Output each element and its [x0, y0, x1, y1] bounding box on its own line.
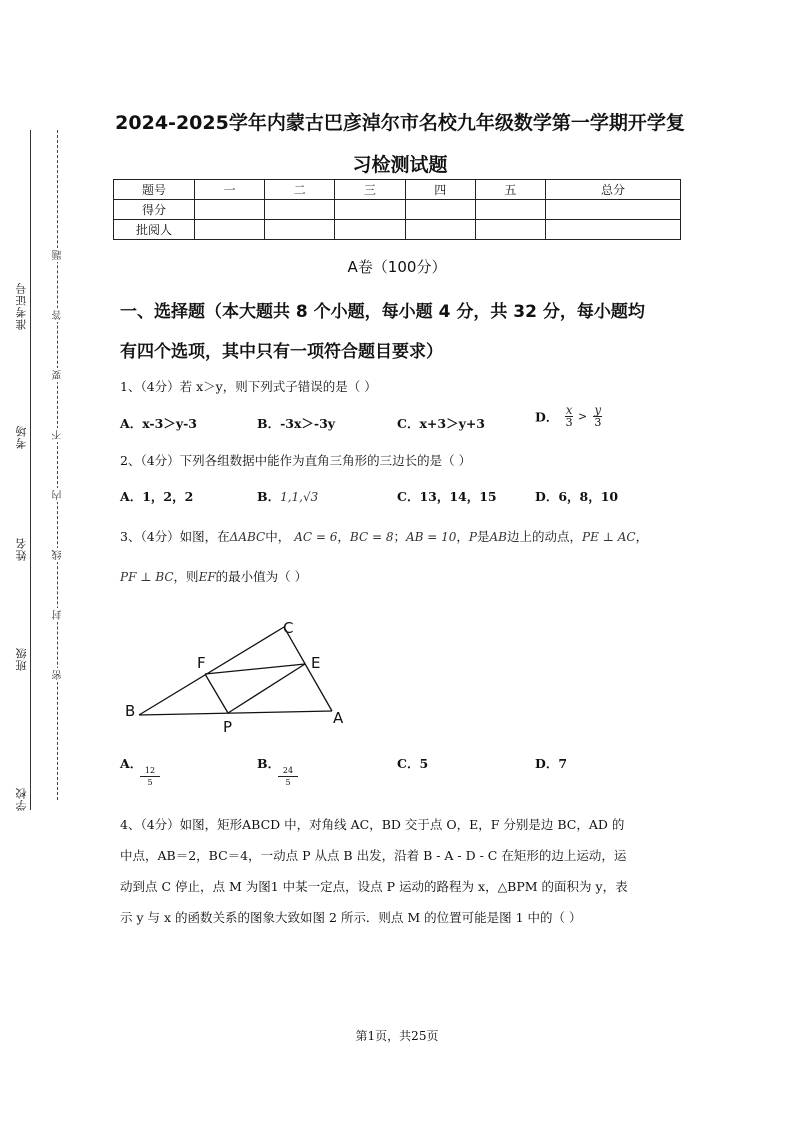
option-d-prefix: D． — [535, 409, 559, 425]
seal-mark: 答 — [53, 310, 64, 320]
question-3-stem-line2 — [120, 567, 307, 585]
q3-math: P — [468, 530, 477, 544]
table-row-label: 得分 — [114, 200, 195, 220]
q3-math: BC = 8 — [349, 530, 394, 544]
question-4-line: 示 y 与 x 的函数关系的图象大致如图 2 所示．则点 M 的位置可能是图 1 中的（ ） — [120, 910, 582, 925]
fraction-numerator: 12 — [140, 765, 160, 777]
table-row-label: 批阅人 — [114, 220, 195, 240]
q3-math: EF — [198, 570, 216, 584]
margin-label-class: 班级 — [15, 647, 28, 671]
table-header-cell: 三 — [335, 180, 405, 200]
margin-label-exam-room: 考场 — [15, 425, 28, 449]
score-cell[interactable] — [475, 200, 545, 220]
margin-label-school: 学校 — [15, 787, 28, 811]
seal-mark: 要 — [53, 370, 64, 380]
option-a-fraction — [140, 765, 160, 788]
q3-text: 中， — [265, 529, 291, 544]
seal-mark: 线 — [53, 550, 64, 560]
score-cell[interactable] — [265, 200, 335, 220]
vertex-label-P: P — [223, 718, 233, 736]
question-3-option-d[interactable]: D．7 — [535, 756, 568, 771]
page-title: 2024-2025学年内蒙古巴彦淖尔市名校九年级数学第一学期开学复 — [115, 112, 685, 134]
question-1-stem: 1、（4分）若 x＞y，则下列式子错误的是（ ） — [120, 379, 377, 394]
fraction-denominator: 3 — [565, 416, 573, 429]
q3-text: 的最小值为（ ） — [215, 569, 308, 584]
question-1-option-a[interactable]: A．x-3＞y-3 — [120, 416, 197, 431]
fraction-y-over-3 — [593, 404, 602, 429]
question-2-option-a[interactable]: A．1，2，2 — [120, 489, 194, 504]
table-row — [114, 220, 681, 240]
q3-math: AC = 6 — [294, 530, 338, 544]
segment-BA — [139, 711, 332, 715]
seal-mark: 题 — [53, 250, 64, 260]
fraction-numerator: 24 — [278, 765, 298, 777]
question-2-stem: 2、（4分）下列各组数据中能作为直角三角形的三边长的是（ ） — [120, 453, 472, 468]
option-b-math: 1,1,√3 — [280, 490, 319, 504]
q3-math: ΔABC — [229, 530, 266, 544]
q3-text: 边上的动点， — [507, 529, 583, 544]
question-4-line: 4、（4分）如图，矩形ABCD 中，对角线 AC，BD 交于点 O，E，F 分别是边 BC，AD 的 — [120, 817, 625, 832]
question-2-option-b[interactable] — [257, 487, 318, 505]
score-cell[interactable] — [265, 220, 335, 240]
question-2-option-d[interactable]: D．6，8，10 — [535, 489, 619, 504]
triangle-figure — [115, 612, 365, 742]
section-heading-continued: 有四个选项，其中只有一项符合题目要求） — [120, 342, 443, 362]
score-cell[interactable] — [195, 220, 265, 240]
table-header-cell: 题号 — [114, 180, 195, 200]
vertex-label-B: B — [125, 702, 136, 720]
score-cell[interactable] — [405, 200, 475, 220]
volume-title: A卷（100分） — [347, 258, 447, 276]
score-cell[interactable] — [335, 220, 405, 240]
vertex-label-C: C — [283, 619, 294, 637]
fraction-denominator: 5 — [147, 778, 153, 787]
fraction-denominator: 5 — [285, 778, 291, 787]
margin-solid-line — [30, 130, 31, 810]
q3-text: 是 — [477, 529, 490, 544]
table-header-cell: 五 — [475, 180, 545, 200]
fraction-x-over-3 — [565, 404, 574, 429]
score-table — [113, 179, 681, 240]
table-row — [114, 200, 681, 220]
score-cell[interactable] — [546, 200, 681, 220]
question-1-option-b[interactable]: B．-3x＞-3y — [257, 416, 336, 431]
q3-math: AB = 10 — [405, 530, 457, 544]
q3-text: 3、（4分）如图，在 — [120, 529, 230, 544]
margin-label-name: 姓名 — [15, 537, 28, 561]
fraction-denominator: 3 — [594, 416, 602, 429]
question-2-option-c[interactable]: C．13，14，15 — [397, 489, 497, 504]
comparison-operator: > — [577, 410, 588, 423]
question-1-option-c[interactable]: C．x+3＞y+3 — [397, 416, 486, 431]
segment-FP — [205, 674, 228, 713]
score-cell[interactable] — [405, 220, 475, 240]
table-header-cell: 一 — [195, 180, 265, 200]
question-3-option-b[interactable]: B． — [257, 756, 281, 771]
table-header-cell: 二 — [265, 180, 335, 200]
score-cell[interactable] — [335, 200, 405, 220]
score-cell[interactable] — [195, 200, 265, 220]
margin-dashed-line — [57, 130, 58, 800]
question-3-option-c[interactable]: C．5 — [397, 756, 429, 771]
option-b-prefix: B． — [257, 489, 281, 504]
option-b-fraction — [278, 765, 298, 788]
q3-math: PE ⊥ AC — [582, 530, 636, 544]
question-3-option-a[interactable]: A． — [120, 756, 143, 771]
seal-mark: 密 — [53, 670, 64, 680]
segment-BC — [139, 627, 284, 715]
table-row — [114, 180, 681, 200]
vertex-label-E: E — [311, 654, 321, 672]
question-4-line: 动到点 C 停止，点 M 为图1 中某一定点，设点 P 运动的路程为 x，△BPM 的面积为 y，表 — [120, 879, 628, 894]
margin-label-exam-id: 准考证号 — [15, 282, 28, 330]
page-footer: 第1页，共25页 — [355, 1029, 439, 1043]
score-cell[interactable] — [475, 220, 545, 240]
seal-mark: 不 — [53, 430, 64, 440]
table-header-cell: 四 — [405, 180, 475, 200]
segment-PE — [228, 664, 305, 713]
fraction-numerator: y — [594, 403, 602, 417]
q3-text: ，则 — [173, 569, 199, 584]
vertex-label-F: F — [197, 654, 206, 672]
page-title-continued: 习检测试题 — [352, 154, 448, 176]
question-1-option-d[interactable] — [535, 404, 602, 429]
table-header-cell: 总分 — [546, 180, 681, 200]
seal-mark: 封 — [53, 610, 64, 620]
vertex-label-A: A — [333, 709, 344, 727]
score-cell[interactable] — [546, 220, 681, 240]
q3-math: PF ⊥ BC — [120, 570, 174, 584]
q3-math: AB — [489, 530, 507, 544]
question-3-stem-line1: 3、（4分）如图，在ΔABC中， AC = 6，BC = 8；AB = 10，P是AB边上的动点，PE ⊥ AC， — [120, 529, 649, 544]
segment-CA — [284, 627, 332, 711]
section-heading: 一、选择题（本大题共 8 个小题，每小题 4 分，共 32 分，每小题均 — [120, 302, 645, 322]
question-4-line: 中点，AB＝2，BC＝4，一动点 P 从点 B 出发，沿着 B - A - D - C 在矩形的边上运动，运 — [120, 848, 627, 863]
fraction-numerator: x — [565, 403, 573, 417]
seal-mark: 内 — [53, 490, 64, 500]
